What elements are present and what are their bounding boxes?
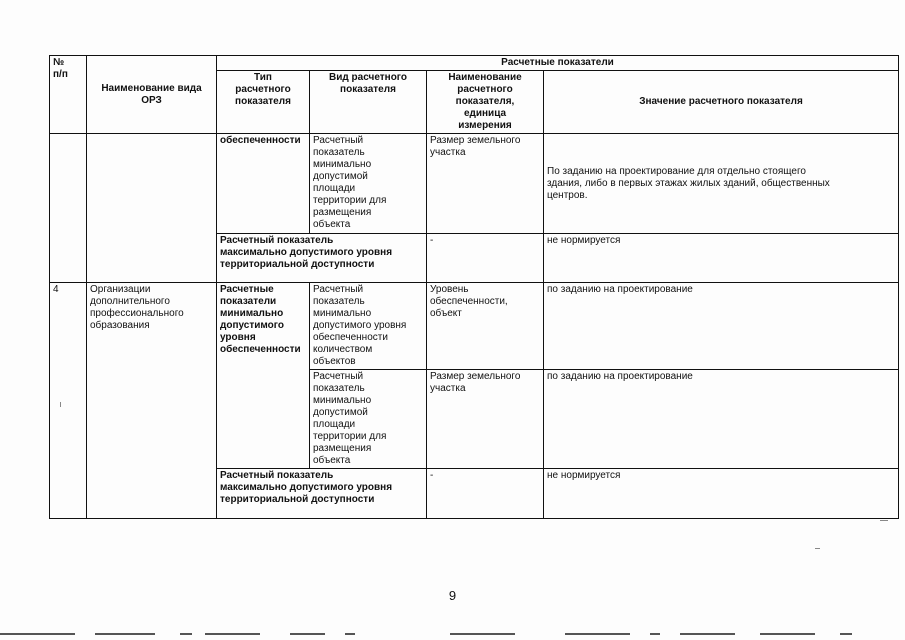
header-indicators-group: Расчетные показатели (217, 56, 899, 71)
scan-artifact (180, 633, 192, 635)
scan-artifact (60, 402, 61, 407)
access-unit-cell: - (427, 234, 544, 283)
scan-artifact (345, 633, 355, 635)
header-indicator-type: Тип расчетного показателя (217, 71, 310, 134)
scan-artifact (760, 633, 815, 635)
scan-artifact (205, 633, 260, 635)
type-cell: обеспеченности (217, 134, 310, 234)
orz-name-cell (87, 134, 217, 283)
scan-artifact (650, 633, 660, 635)
scan-artifact (880, 520, 888, 521)
table-row (50, 283, 899, 370)
scan-artifact (95, 633, 155, 635)
access-label-cell: Расчетный показатель максимально допустимого уровня территориальной доступности (217, 469, 427, 519)
value-cell: По заданию на проектирование для отдельно стоящего здания, либо в первых этажах жилых зданий, общественных центров. (544, 134, 899, 234)
header-indicator-value: Значение расчетного показателя (544, 71, 899, 134)
header-row-1 (50, 56, 899, 71)
number-cell (50, 134, 87, 283)
kind-cell: Расчетный показатель минимально допустимого уровня обеспеченности количеством объектов (310, 283, 427, 370)
scan-artifact (0, 633, 75, 635)
header-orz-name: Наименование вида ОРЗ (87, 56, 217, 134)
access-label-cell: Расчетный показатель максимально допустимого уровня территориальной доступности (217, 234, 427, 283)
type-cell: Расчетные показатели минимально допустимого уровня обеспеченности (217, 283, 310, 469)
number-cell: 4 (50, 283, 87, 519)
header-number: № п/п (50, 56, 87, 134)
scan-artifact (680, 633, 735, 635)
kind-cell: Расчетный показатель минимально допустимой площади территории для размещения объекта (310, 370, 427, 469)
scan-artifact (840, 633, 852, 635)
value-cell: по заданию на проектирование (544, 370, 899, 469)
header-indicator-unit: Наименование расчетного показателя, единица измерения (427, 71, 544, 134)
access-value-cell: не нормируется (544, 234, 899, 283)
scan-artifact (450, 633, 515, 635)
scan-artifact (565, 633, 630, 635)
value-cell: по заданию на проектирование (544, 283, 899, 370)
page-number: 9 (448, 588, 457, 603)
header-indicator-kind: Вид расчетного показателя (310, 71, 427, 134)
orz-name-cell: Организации дополнительного профессионального образования (87, 283, 217, 519)
kind-cell: Расчетный показатель минимально допустимой площади территории для размещения объекта (310, 134, 427, 234)
scan-artifact (815, 548, 820, 549)
unit-cell: Размер земельного участка (427, 370, 544, 469)
unit-cell: Размер земельного участка (427, 134, 544, 234)
unit-cell: Уровень обеспеченности, объект (427, 283, 544, 370)
access-value-cell: не нормируется (544, 469, 899, 519)
indicators-table (49, 55, 899, 519)
scan-artifact (290, 633, 325, 635)
access-unit-cell: - (427, 469, 544, 519)
table-row (50, 134, 899, 234)
